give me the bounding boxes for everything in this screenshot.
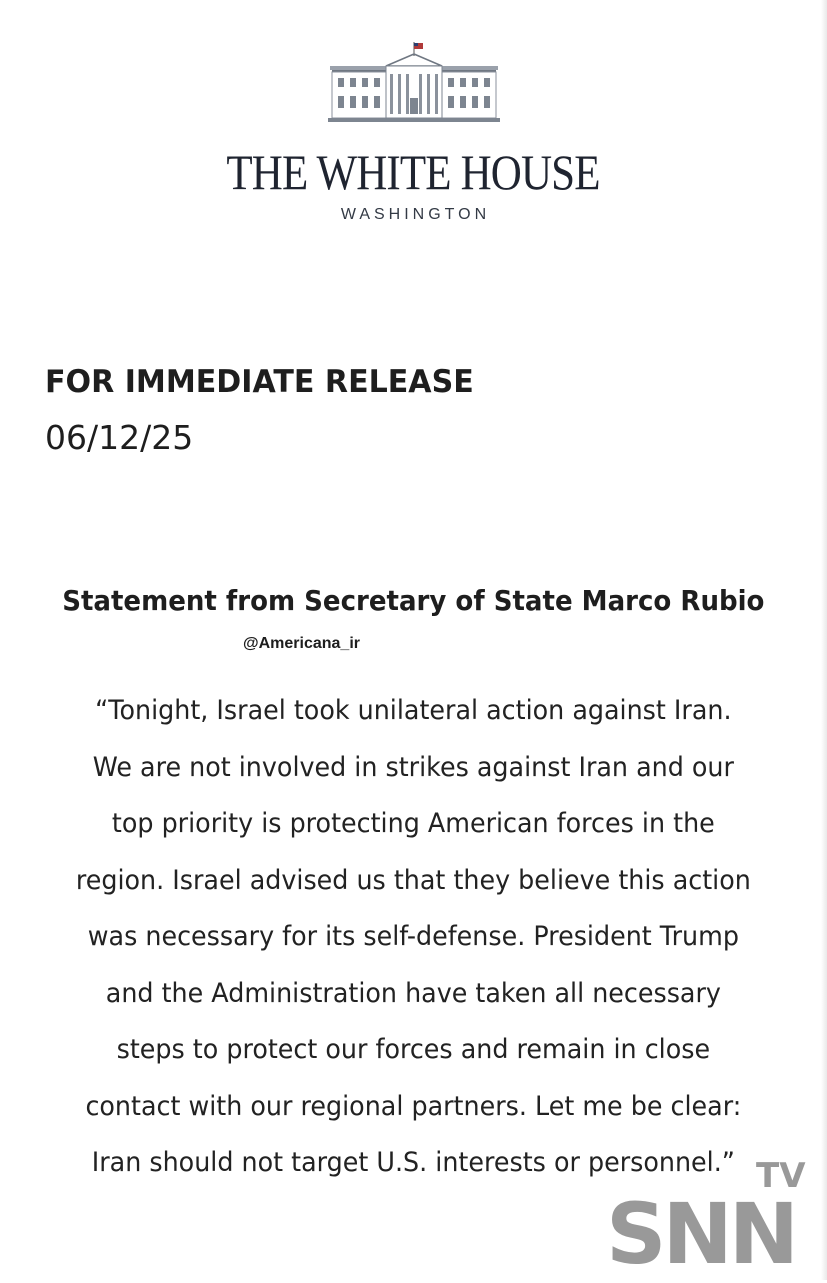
statement-line: We are not involved in strikes against Iran and our xyxy=(92,751,734,783)
snn-tv-watermark xyxy=(596,1156,812,1283)
statement-line: region. Israel advised us that they believe this action xyxy=(75,864,751,896)
statement-heading: Statement from Secretary of State Marco Rubio xyxy=(62,584,765,617)
watermark-suffix: TV xyxy=(756,1156,806,1196)
white-house-building-icon xyxy=(328,40,500,124)
letterhead-title: THE WHITE HOUSE xyxy=(226,144,600,200)
watermark-logo-text: SNN xyxy=(606,1185,796,1283)
release-label: FOR IMMEDIATE RELEASE xyxy=(45,364,474,400)
statement-line: and the Administration have taken all necessary xyxy=(105,977,721,1009)
statement-line: steps to protect our forces and remain in close xyxy=(116,1034,711,1065)
statement-line: “Tonight, Israel took unilateral action against Iran. xyxy=(95,695,732,726)
statement-line: was necessary for its self-defense. President Trump xyxy=(87,921,739,952)
release-date: 06/12/25 xyxy=(45,418,194,457)
source-handle: @Americana_ir xyxy=(243,635,360,652)
letterhead-subtitle: WASHINGTON xyxy=(340,206,491,223)
statement-line: contact with our regional partners. Let me be clear: xyxy=(85,1090,742,1122)
statement-line: top priority is protecting American forces in the xyxy=(111,808,715,839)
page-edge-shadow xyxy=(821,0,827,1280)
statement-body xyxy=(0,683,827,1192)
statement-line: Iran should not target U.S. interests or personnel.” xyxy=(91,1147,735,1178)
